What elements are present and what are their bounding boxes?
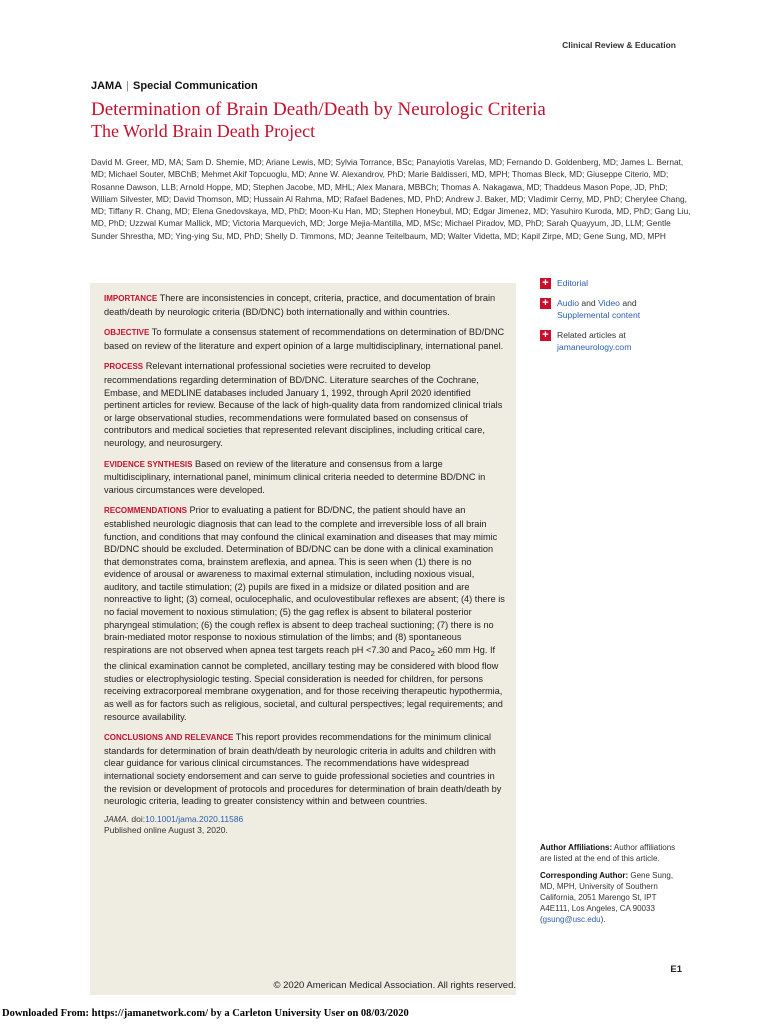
and-text: and (578, 298, 599, 308)
author-list: David M. Greer, MD, MA; Sam D. Shemie, MD; Ariane Lewis, MD; Sylvia Torrance, BSc; Panayiotis Varelas, MD; Fernando D. Goldenberg, MD; James L. Bernat, MD; Michael Souter, MBChB; Mehmet Akif Topcuoglu, MD; Anne W. Alexandrov, PhD; Marie Baldisseri, MD, MPH; Thomas Bleck, MD; Giuseppe Citerio, MD; Rosanne Dawson, LLB; Arnold Hoppe, MD; Stephen Jacobe, MD, MHL; Alex Manara, MBBCh; Thomas A. Nakagawa, MD; Thaddeus Mason Pope, JD, PhD; William Silvester, MD; David Thomson, MD; Hussain Al Rahma, MD; Rafael Badenes, MD, PhD; Andrew J. Baker, MD; Vladimir Cerny, MD, PhD; Cherylee Chang, MD; Tiffany R. Chang, MD; Elena Gnedovskaya, MD, PhD; Moon-Ku Han, MD; Stephen Honeybul, MD; Edgar Jimenez, MD; Yasuhiro Kuroda, MD, PhD; Gang Liu, MD, PhD; Uzzwal Kumar Mallick, MD; Victoria Marquevich, MD; Jorge Mejia-Mantilla, MD, MSc; Michael Piradov, MD, PhD; Sarah Quayyum, JD, LLM; Gentle Sunder Shrestha, MD; Ying-ying Su, MD, PhD; Shelly D. Timmons, MD; Jeanne Teitelbaum, MD; Walter Videtta, MD; Kapil Zirpe, MD; Gene Sung, MD, MPH (91, 157, 691, 241)
recommendations-text-2: ≥60 mm Hg. If the clinical examination cannot be completed, ancillary testing may be considered with blood flow studies or electrophysiologic testing. Special consideration is needed for children, for persons receiving extracorporeal membrane oxygenation, and for those receiving therapeutic hypothermia, as well as for factors such as religious, societal, and cultural perspectives; legal requirements; and resource availability. (104, 644, 503, 722)
page-number: E1 (670, 964, 682, 975)
objective-heading: OBJECTIVE (104, 328, 150, 338)
article-subtitle: The World Brain Death Project (91, 121, 316, 141)
abstract-importance (104, 292, 505, 318)
section-label: Clinical Review & Education (562, 40, 676, 50)
plus-icon: + (540, 298, 551, 309)
affiliations (540, 842, 685, 931)
sidebar (540, 277, 690, 361)
recommendations-heading: RECOMMENDATIONS (104, 506, 187, 516)
separator: | (126, 80, 130, 92)
site-link[interactable]: jamaneurology.com (557, 342, 632, 352)
corresponding-end: ). (600, 915, 606, 924)
corresponding-author (540, 870, 685, 925)
corresponding-text: Gene Sung, MD, MPH, University of Southern California, 2051 Marengo St, IPT A4E111, Los Angeles, CA 90033 ( (540, 871, 674, 924)
recommendations-text-1: Prior to evaluating a patient for BD/DNC, the patient should have an established neurologic diagnosis that can lead to the complete and irreversible loss of all brain function, and conditions that may confound the clinical examination and diseases that may mimic BD/DNC should be excluded. Determination of BD/DNC can be done with a clinical examination that demonstrates coma, brainstem areflexia, and apnea. This is seen when (1) there is no evidence of arousal or awareness to maximal external stimulation, including noxious visual, auditory, and tactile stimulation; (2) pupils are fixed in a midsize or dilated position and are nonreactive to light; (3) corneal, oculocephalic, and oculovestibular reflexes are absent; (4) there is no facial movement to noxious stimulation; (5) the gag reflex is absent to bilateral posterior pharyngeal stimulation; (6) the cough reflex is absent to deep tracheal suctioning; (7) there is no brain-mediated motor response to noxious stimulation of the limbs; and (8) spontaneous respirations are not observed when apnea test targets reach pH <7.30 and Paco (104, 505, 505, 655)
journal-line (91, 80, 258, 92)
citation (104, 814, 505, 836)
supplemental-link[interactable]: Supplemental content (557, 310, 641, 320)
objective-text: To formulate a consensus statement of recommendations on determination of BD/DNC based on review of the literature and expert opinion of a large multidisciplinary, international panel. (104, 327, 505, 351)
editorial-link[interactable]: Editorial (557, 278, 589, 288)
doi-prefix: doi: (131, 813, 146, 824)
author-affiliations (540, 842, 685, 864)
article-title: Determination of Brain Death/Death by Neurologic Criteria (91, 99, 546, 120)
process-text: Relevant international professional societies were recruited to develop recommendations regarding determination of BD/DNC. Literature searches of the Cochrane, Embase, and MEDLINE databases included January 1, 1992, through April 2020 identified pertinent articles for review. Because of the lack of high-quality data from randomized clinical trials or large observational studies, recommendations were formulated based on consensus of contributors and medical societies that represented relevant disciplines, including critical care, neurology, and neurosurgery. (104, 361, 503, 448)
copyright: © 2020 American Medical Association. All rights reserved. (273, 980, 516, 991)
citation-journal: JAMA. (104, 813, 130, 824)
abstract-process (104, 360, 505, 449)
plus-icon: + (540, 278, 551, 289)
media-item (540, 297, 690, 321)
doi-link[interactable]: 10.1001/jama.2020.11586 (145, 813, 244, 824)
abstract-conclusions (104, 731, 505, 808)
evidence-text: Based on review of the literature and consensus from a large multidisciplinary, international panel, minimum clinical criteria needed to determine BD/DNC in various circumstances were developed. (104, 458, 486, 495)
related-label: Related articles at (557, 330, 626, 340)
abstract-objective (104, 326, 505, 352)
author-affiliations-heading: Author Affiliations: (540, 843, 613, 852)
conclusions-text: This report provides recommendations for the minimum clinical standards for determination of brain death/death by neurologic criteria in adults and children with clear guidance for various clinical circumstances. The recommendations have widespread international society endorsement and can serve to guide professional societies and countries in the revision or development of protocols and procedures for determination of brain death/death by neurologic criteria, leading to greater consistency within and between countries. (104, 732, 502, 807)
importance-text: There are inconsistencies in concept, criteria, practice, and documentation of brain death/death by neurologic criteria (BD/DNC) both internationally and within countries. (104, 293, 496, 317)
plus-icon: + (540, 330, 551, 341)
importance-heading: IMPORTANCE (104, 294, 158, 303)
article-type: Special Communication (133, 80, 258, 92)
author-affiliations-text: Author affiliations are listed at the end of this article. (540, 843, 676, 863)
published-date: Published online August 3, 2020. (104, 825, 228, 835)
paco2-subscript: 2 (430, 648, 435, 658)
process-heading: PROCESS (104, 362, 144, 372)
abstract-box (90, 283, 516, 995)
video-link[interactable]: Video (598, 298, 620, 308)
evidence-heading: EVIDENCE SYNTHESIS (104, 459, 193, 469)
abstract-evidence (104, 458, 505, 497)
journal-name: JAMA (91, 80, 123, 92)
email-link[interactable]: gsung@usc.edu (542, 915, 601, 924)
related-item (540, 329, 690, 353)
conclusions-heading: CONCLUSIONS AND RELEVANCE (104, 733, 234, 743)
audio-link[interactable]: Audio (557, 298, 579, 308)
editorial-item[interactable] (540, 277, 690, 289)
and-text-2: and (619, 298, 637, 308)
media-text (557, 297, 640, 321)
related-text (557, 329, 631, 353)
download-line: Downloaded From: https://jamanetwork.com/ by a Carleton University User on 08/03/2020 (2, 1008, 409, 1019)
abstract-recommendations (104, 504, 505, 723)
corresponding-heading: Corresponding Author: (540, 871, 629, 880)
